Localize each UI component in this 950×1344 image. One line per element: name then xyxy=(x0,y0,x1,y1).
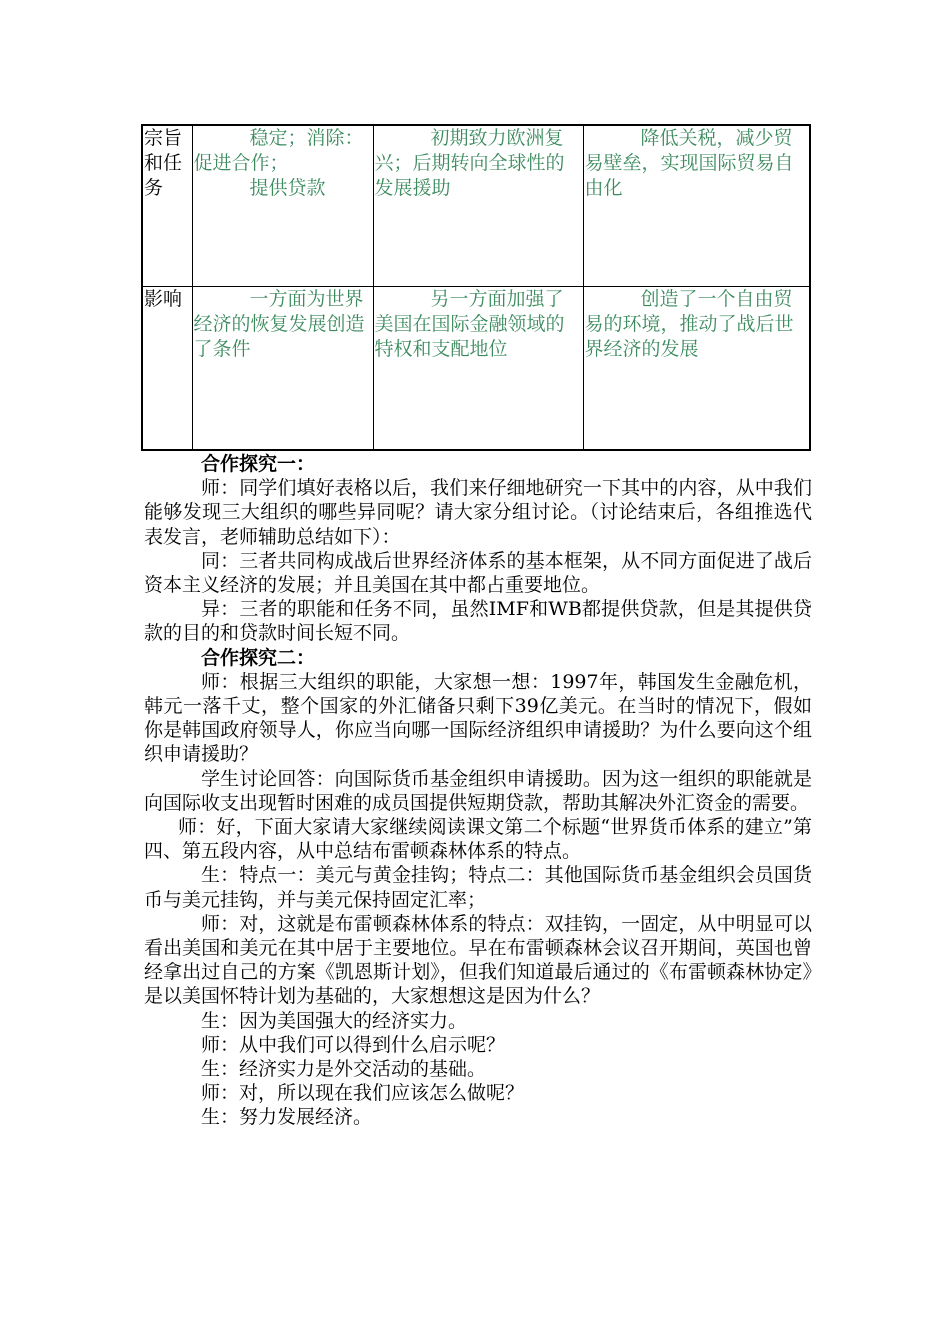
table-cell-gatt-purpose xyxy=(583,125,810,287)
table-cell-imf-purpose xyxy=(192,125,373,287)
paragraph: 生：努力发展经济。 xyxy=(201,1106,373,1129)
cell-text-line2: 提供贷款 xyxy=(249,177,326,199)
cell-text: 稳定；消除：促进合作； xyxy=(193,127,364,174)
section-heading-2: 合作探究二： xyxy=(201,646,316,669)
table-cell-impact-3 xyxy=(583,287,810,451)
paragraph: 师：对，所以现在我们应该怎么做呢？ xyxy=(201,1082,525,1105)
cell-text: 创造了一个自由贸易的环境，推动了战后世界经济的发展 xyxy=(584,288,794,360)
paragraph: 生：特点一：美元与黄金挂钩；特点二：其他国际货币基金组织会员国货币与美元挂钩，并与美元保持固定汇率； xyxy=(144,864,812,911)
cell-text: 初期致力欧洲复兴；后期转向全球性的发展援助 xyxy=(374,127,565,199)
paragraph: 师：对，这就是布雷顿森林体系的特点：双挂钩，一固定，从中明显可以看出美国和美元在其中居于主要地位。早在布雷顿森林会议召开期间，英国也曾经拿出过自己的方案《凯恩斯计划》，但我们知道最后通过的《布雷顿森林协定》是以美国怀特计划为基础的，大家想想这是因为什么？ xyxy=(144,912,812,1008)
table-cell-impact-2 xyxy=(373,287,583,451)
cell-text: 一方面为世界经济的恢复发展创造了条件 xyxy=(193,288,365,360)
paragraph: 同：三者共同构成战后世界经济体系的基本框架，从不同方面促进了战后资本主义经济的发展；并且美国在其中都占重要地位。 xyxy=(144,549,812,597)
table-row-impact xyxy=(142,287,810,451)
cell-text: 降低关税，减少贸易壁垒，实现国际贸易自由化 xyxy=(584,127,794,199)
paragraph: 师：从中我们可以得到什么启示呢？ xyxy=(201,1033,506,1056)
row-label-purpose: 宗旨和任务 xyxy=(142,125,192,287)
paragraph: 师：好，下面大家请大家继续阅读课文第二个标题“世界货币体系的建立”第四、第五段内容，从中总结布雷顿森林体系的特点。 xyxy=(144,816,812,863)
row-label-impact: 影响 xyxy=(142,287,192,451)
table-row-purpose xyxy=(142,125,810,287)
table-cell-impact-1 xyxy=(192,287,373,451)
paragraph: 师：同学们填好表格以后，我们来仔细地研究一下其中的内容，从中我们能够发现三大组织的哪些异同呢？请大家分组讨论。（讨论结束后，各组推选代表发言，老师辅助总结如下）： xyxy=(144,477,812,548)
paragraph: 生：因为美国强大的经济实力。 xyxy=(201,1009,468,1032)
table-cell-wb-purpose xyxy=(373,125,583,287)
lesson-body xyxy=(144,452,812,1130)
organizations-table xyxy=(141,124,811,451)
section-heading-1: 合作探究一： xyxy=(201,453,316,475)
cell-text: 另一方面加强了美国在国际金融领域的特权和支配地位 xyxy=(374,288,565,360)
paragraph: 学生讨论回答：向国际货币基金组织申请援助。因为这一组织的职能就是向国际收支出现暂时困难的成员国提供短期贷款，帮助其解决外汇资金的需要。 xyxy=(144,767,812,814)
paragraph: 师：根据三大组织的职能，大家想一想：1997年，韩国发生金融危机，韩元一落千丈，整个国家的外汇储备只剩下39亿美元。在当时的情况下，假如你是韩国政府领导人，你应当向哪一国际经济组织申请援助？为什么要向这个组织申请援助？ xyxy=(144,670,812,766)
paragraph: 异：三者的职能和任务不同，虽然IMF和WB都提供贷款，但是其提供贷款的目的和贷款时间长短不同。 xyxy=(144,598,812,645)
paragraph: 生：经济实力是外交活动的基础。 xyxy=(201,1058,487,1081)
